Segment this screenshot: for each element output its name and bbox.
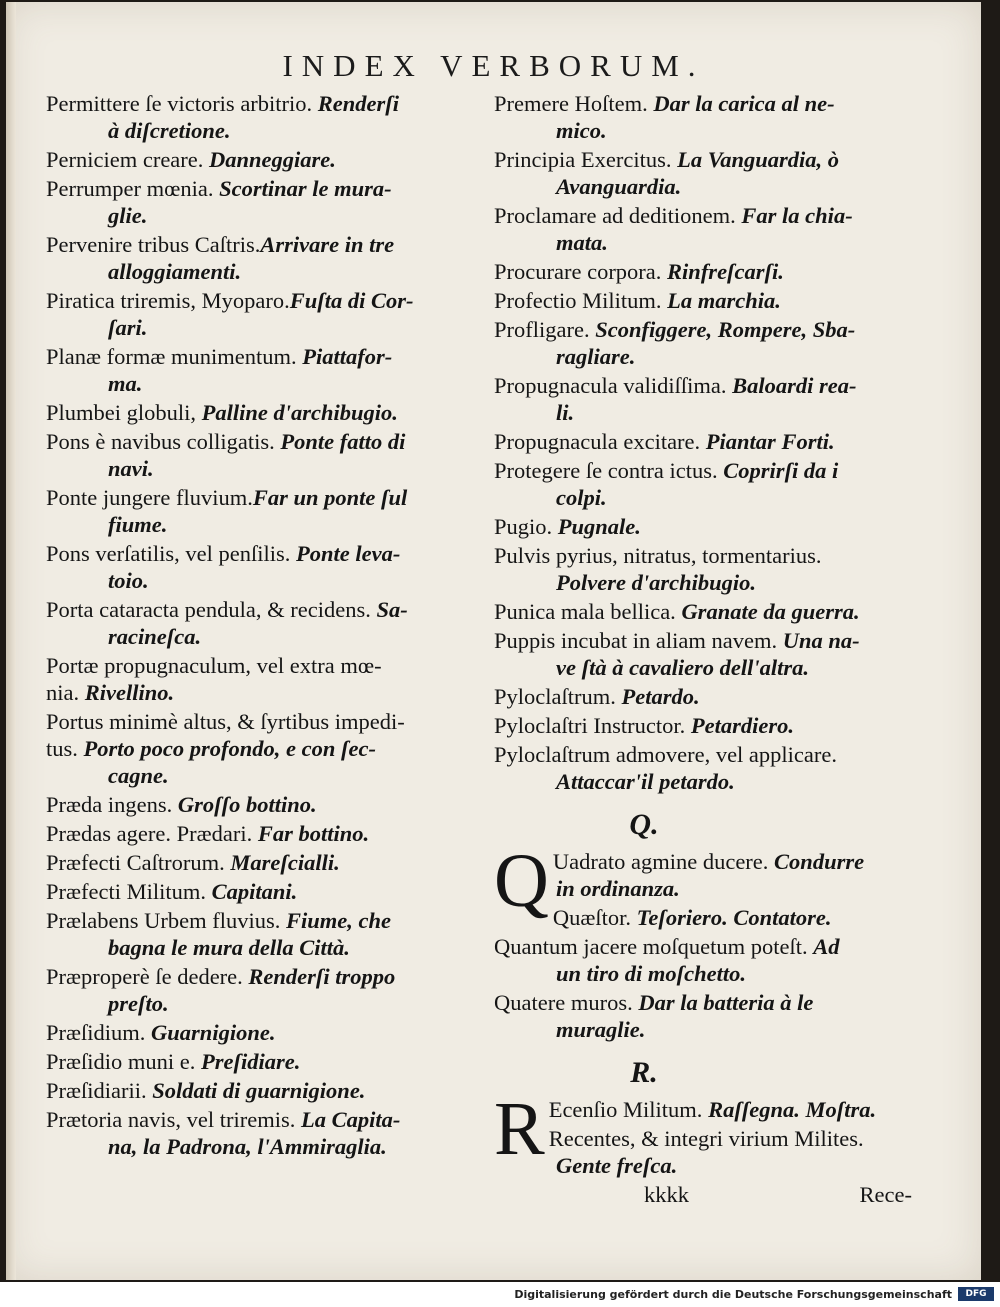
italian-translation: Groſſo bottino. [177, 792, 317, 817]
index-entry [494, 933, 924, 989]
index-entry [494, 372, 924, 428]
italian-translation: Pugnale. [557, 514, 641, 539]
entry-line [46, 820, 486, 847]
latin-term: Prætoria navis, vel triremis. [46, 1107, 301, 1132]
latin-term: Profligare. [494, 317, 596, 342]
index-entry [46, 849, 486, 878]
entry-continuation [494, 1016, 924, 1043]
entry-line [494, 90, 924, 117]
latin-term: Quatere muros. [494, 990, 639, 1015]
entry-line [46, 231, 486, 258]
index-entry [46, 963, 486, 1019]
index-entry [46, 146, 486, 175]
entry-continuation [494, 484, 924, 511]
latin-term: Præſidiarii. [46, 1078, 153, 1103]
italian-continuation: colpi. [556, 485, 607, 510]
entry-continuation [494, 960, 924, 987]
entry-continuation [46, 623, 486, 650]
index-entry [494, 542, 924, 598]
entry-line [46, 1019, 486, 1046]
latin-term: Pons verſatilis, vel penſilis. [46, 541, 296, 566]
entry-line [46, 90, 486, 117]
italian-continuation: ma. [108, 371, 143, 396]
italian-translation: Danneggiare. [209, 147, 336, 172]
italian-continuation: muraglie. [556, 1017, 646, 1042]
index-entry [494, 904, 924, 933]
italian-translation: Renderſi [317, 91, 400, 116]
italian-continuation: à diſcretione. [108, 118, 231, 143]
index-entry [46, 1019, 486, 1048]
entry-line [46, 652, 486, 679]
index-entry [494, 287, 924, 316]
right-entries [494, 90, 924, 797]
latin-term: Præda ingens. [46, 792, 178, 817]
italian-continuation: cagne. [108, 763, 169, 788]
index-entry [494, 1125, 924, 1181]
italian-continuation: un tiro di moſchetto. [556, 961, 747, 986]
entry-continuation [46, 258, 486, 285]
entry-line [46, 907, 486, 934]
entry-line [46, 175, 486, 202]
italian-translation: Coprirſi da i [723, 458, 839, 483]
latin-term: Procurare corpora. [494, 259, 668, 284]
latin-term: Planæ formæ munimentum. [46, 344, 303, 369]
latin-term: Præfecti Caſtrorum. [46, 850, 231, 875]
latin-term: Principia Exercitus. [494, 147, 678, 172]
entry-line [494, 683, 924, 710]
left-column [46, 90, 486, 1162]
entry-line [46, 878, 486, 905]
italian-continuation: racineſca. [108, 624, 202, 649]
latin-term: Pyloclaſtrum admovere, vel applicare. [494, 742, 837, 767]
latin-term: Pons è navibus colligatis. [46, 429, 281, 454]
entry-line [46, 963, 486, 990]
entry-line [494, 712, 924, 739]
entry-line [494, 1125, 924, 1152]
drop-capital: Q [494, 839, 549, 923]
index-entry [494, 741, 924, 797]
entry-line [46, 146, 486, 173]
entry-line [494, 741, 924, 768]
latin-term: Pyloclaſtrum. [494, 684, 622, 709]
latin-term: Prælabens Urbem fluvius. [46, 908, 286, 933]
latin-term: Proclamare ad deditionem. [494, 203, 742, 228]
italian-translation: Far la chia- [741, 203, 853, 228]
italian-continuation: ve ſtà à cavaliero dell'altra. [556, 655, 810, 680]
italian-translation: Condurre [774, 849, 865, 874]
latin-continuation: nia. [46, 680, 85, 705]
entry-line [494, 372, 924, 399]
index-entry [494, 457, 924, 513]
entry-continuation [46, 511, 486, 538]
latin-term: Profectio Militum. [494, 288, 668, 313]
index-entry [46, 287, 486, 343]
dfg-logo: DFG [958, 1287, 994, 1301]
index-entry [494, 683, 924, 712]
latin-term: Piratica triremis, Myoparo. [46, 288, 290, 313]
italian-translation: Mareſcialli. [230, 850, 340, 875]
entry-line [46, 484, 486, 511]
italian-translation: La Vanguardia, ò [677, 147, 839, 172]
index-entry [494, 146, 924, 202]
latin-term: Premere Hoſtem. [494, 91, 654, 116]
latin-term: Prædas agere. Prædari. [46, 821, 258, 846]
latin-term: Ponte jungere fluvium. [46, 485, 253, 510]
italian-continuation: mico. [556, 118, 607, 143]
entry-line [46, 708, 486, 735]
entry-line [46, 343, 486, 370]
index-entry [494, 90, 924, 146]
index-entry [46, 652, 486, 708]
section-letter-q: Q. [629, 808, 659, 841]
entry-continuation [46, 735, 486, 762]
italian-continuation: Polvere d'archibugio. [556, 570, 756, 595]
latin-term: Pyloclaſtri Instructor. [494, 713, 691, 738]
latin-term: Præſidio muni e. [46, 1049, 202, 1074]
entry-continuation [494, 768, 924, 795]
italian-continuation: ſari. [108, 315, 148, 340]
index-entry [46, 596, 486, 652]
latin-term: Portus minimè altus, & ſyrtibus impedi- [46, 709, 405, 734]
italian-continuation: alloggiamenti. [108, 259, 242, 284]
index-entry [46, 399, 486, 428]
entry-line [494, 287, 924, 314]
index-entry [46, 791, 486, 820]
entry-line [46, 1048, 486, 1075]
italian-translation: Dar la batteria à le [638, 990, 814, 1015]
italian-translation: Preſidiare. [201, 1049, 301, 1074]
latin-term: Præproperè ſe dedere. [46, 964, 249, 989]
latin-continuation: tus. [46, 736, 84, 761]
latin-term: Recentes, & integri virium Milites. [548, 1126, 864, 1151]
entry-continuation [46, 762, 486, 789]
entry-line [46, 428, 486, 455]
entry-continuation [494, 399, 924, 426]
latin-term: Plumbei globuli, [46, 400, 202, 425]
entry-continuation [46, 934, 486, 961]
entry-line [494, 513, 924, 540]
italian-translation: Sa- [376, 597, 408, 622]
italian-translation: Fiume, che [285, 908, 391, 933]
entry-continuation [494, 343, 924, 370]
latin-term: Uadrato agmine ducere. [552, 849, 775, 874]
latin-term: Ecenſio Militum. [548, 1097, 709, 1122]
entry-continuation [494, 173, 924, 200]
entry-continuation [46, 117, 486, 144]
entry-line [494, 933, 924, 960]
latin-term: Pugio. [494, 514, 558, 539]
italian-continuation: in ordinanza. [556, 876, 680, 901]
index-entry [494, 428, 924, 457]
r-entries [494, 1087, 924, 1181]
latin-term: Propugnacula excitare. [494, 429, 706, 454]
footer-credit: Digitalisierung gefördert durch die Deutsche Forschungsgemeinschaft [514, 1288, 952, 1301]
entry-continuation [46, 567, 486, 594]
entry-line [494, 989, 924, 1016]
italian-translation: Arrivare in tre [260, 232, 395, 257]
italian-translation: Teſoriero. Contatore. [636, 905, 832, 930]
italian-translation: Ponte leva- [295, 541, 401, 566]
italian-continuation: navi. [108, 456, 154, 481]
latin-term: Præfecti Militum. [46, 879, 212, 904]
index-entry [46, 343, 486, 399]
entry-line [494, 542, 924, 569]
italian-continuation: li. [556, 400, 575, 425]
italian-translation: Fuſta di Cor- [289, 288, 414, 313]
latin-term: Porta cataracta pendula, & recidens. [46, 597, 377, 622]
index-entry [494, 258, 924, 287]
italian-translation: Ponte fatto di [280, 429, 406, 454]
italian-translation: Renderſi troppo [248, 964, 396, 989]
italian-translation: Dar la carica al ne- [653, 91, 835, 116]
entry-continuation [494, 117, 924, 144]
latin-term: Quæſtor. [552, 905, 637, 930]
entry-line [494, 316, 924, 343]
italian-translation: Ad [813, 934, 840, 959]
italian-translation: Piantar Forti. [705, 429, 835, 454]
entry-line [46, 849, 486, 876]
latin-term: Portæ propugnaculum, vel extra mœ- [46, 653, 382, 678]
entry-continuation [46, 679, 486, 706]
section-letter-r: R. [630, 1056, 658, 1089]
index-entry [494, 627, 924, 683]
index-entry [494, 316, 924, 372]
italian-continuation: Avanguardia. [556, 174, 682, 199]
entry-continuation [494, 875, 924, 902]
italian-continuation: na, la Padrona, l'Ammiraglia. [108, 1134, 387, 1159]
latin-term: Perrumper mœnia. [46, 176, 220, 201]
page-edge [6, 2, 16, 1280]
italian-translation: Capitani. [211, 879, 298, 904]
latin-term: Præſidium. [46, 1020, 152, 1045]
entry-continuation [46, 202, 486, 229]
index-entry [46, 175, 486, 231]
index-entry [494, 712, 924, 741]
entry-line [494, 598, 924, 625]
entry-continuation [494, 1152, 924, 1179]
entry-line [46, 791, 486, 818]
latin-term: Protegere ſe contra ictus. [494, 458, 724, 483]
entry-line [46, 540, 486, 567]
latin-term: Propugnacula validiſſima. [494, 373, 733, 398]
italian-continuation: toio. [108, 568, 149, 593]
entry-continuation [46, 990, 486, 1017]
italian-translation: Rinfreſcarſi. [667, 259, 784, 284]
italian-translation: Raſſegna. Moſtra. [708, 1097, 877, 1122]
catchword: Rece- [859, 1182, 912, 1207]
italian-translation: Granate da guerra. [681, 599, 860, 624]
entry-line [494, 258, 924, 285]
italian-translation: Una na- [782, 628, 860, 653]
index-entry [494, 202, 924, 258]
index-entry [46, 1077, 486, 1106]
italian-continuation: Porto poco profondo, e con ſec- [83, 736, 376, 761]
entry-line [46, 287, 486, 314]
index-entry [46, 540, 486, 596]
latin-term: Punica mala bellica. [494, 599, 682, 624]
entry-continuation [46, 455, 486, 482]
entry-continuation [46, 314, 486, 341]
italian-continuation: Attaccar'il petardo. [556, 769, 735, 794]
latin-term: Pulvis pyrius, nitratus, tormentarius. [494, 543, 822, 568]
latin-term: Perniciem creare. [46, 147, 210, 172]
q-entries [494, 839, 924, 1045]
entry-continuation [494, 229, 924, 256]
italian-translation: Soldati di guarnigione. [152, 1078, 366, 1103]
italian-translation: Palline d'archibugio. [201, 400, 398, 425]
entry-continuation [46, 370, 486, 397]
entry-line [46, 399, 486, 426]
italian-continuation: glie. [108, 203, 148, 228]
index-entry [46, 708, 486, 791]
index-entry [46, 907, 486, 963]
footer-bar [0, 1282, 1000, 1307]
italian-translation: Baloardi rea- [732, 373, 857, 398]
italian-translation: Piattafor- [302, 344, 393, 369]
entry-line [46, 1077, 486, 1104]
entry-line [494, 202, 924, 229]
italian-continuation: ragliare. [556, 344, 636, 369]
index-entry [494, 989, 924, 1045]
italian-translation: La Capita- [300, 1107, 401, 1132]
italian-translation: Petardiero. [690, 713, 794, 738]
italian-translation: Scortinar le mura- [219, 176, 392, 201]
entry-line [494, 627, 924, 654]
italian-continuation: preſto. [108, 991, 169, 1016]
signature-mark: kkkk [644, 1182, 689, 1207]
italian-continuation: fiume. [108, 512, 168, 537]
book-page [6, 2, 981, 1280]
italian-translation: Far bottino. [257, 821, 370, 846]
entry-line [494, 904, 924, 931]
entry-continuation [494, 654, 924, 681]
entry-line [494, 428, 924, 455]
italian-translation: Sconfiggere, Rompere, Sba- [595, 317, 856, 342]
italian-translation: Far un ponte ſul [252, 485, 408, 510]
entry-continuation [494, 569, 924, 596]
catchline [494, 1181, 924, 1208]
italian-translation: Guarnigione. [151, 1020, 276, 1045]
italian-continuation: mata. [556, 230, 608, 255]
entry-line [494, 146, 924, 173]
latin-term: Puppis incubat in aliam navem. [494, 628, 783, 653]
entry-continuation [46, 1133, 486, 1160]
latin-term: Pervenire tribus Caſtris. [46, 232, 261, 257]
entry-line [494, 457, 924, 484]
index-entry [494, 598, 924, 627]
index-entry [46, 484, 486, 540]
italian-continuation: Rivellino. [84, 680, 175, 705]
page-title: INDEX VERBORUM. [282, 48, 705, 83]
index-entry [494, 513, 924, 542]
italian-continuation: bagna le mura della Città. [108, 935, 350, 960]
index-entry [46, 90, 486, 146]
italian-translation: La marchia. [667, 288, 781, 313]
index-entry [46, 878, 486, 907]
index-entry [46, 1048, 486, 1077]
index-entry [46, 1106, 486, 1162]
right-column [494, 90, 924, 1208]
index-entry [46, 428, 486, 484]
index-entry [46, 820, 486, 849]
latin-term: Permittere ſe victoris arbitrio. [46, 91, 318, 116]
latin-term: Quantum jacere moſquetum poteſt. [494, 934, 814, 959]
entry-line [46, 596, 486, 623]
italian-translation: Petardo. [621, 684, 700, 709]
italian-continuation: Gente freſca. [556, 1153, 678, 1178]
drop-capital: R [494, 1087, 545, 1171]
entry-line [46, 1106, 486, 1133]
index-entry [46, 231, 486, 287]
